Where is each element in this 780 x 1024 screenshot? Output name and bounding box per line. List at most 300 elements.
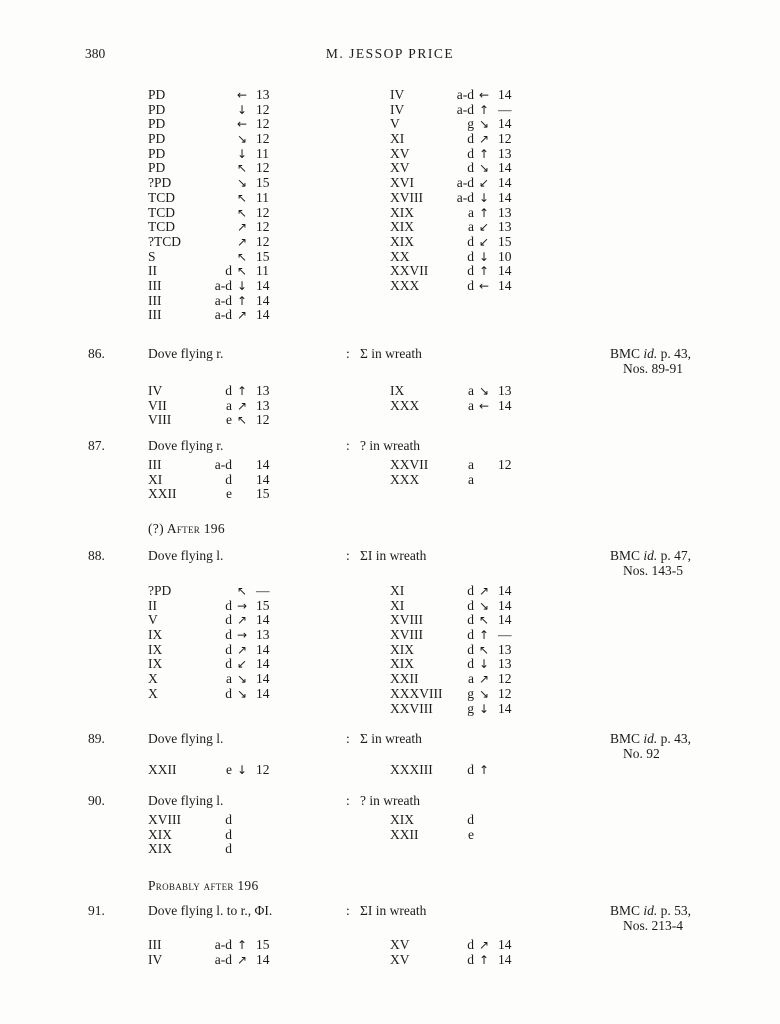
die-row xyxy=(148,628,298,643)
die-number: 15 xyxy=(256,486,270,502)
ref-italic: id. xyxy=(643,346,658,361)
die-arrow-icon: → xyxy=(236,598,248,613)
die-row xyxy=(390,103,540,118)
die-arrow-icon: ↘ xyxy=(478,117,490,132)
die-row xyxy=(148,176,298,191)
die-arrow-icon: ↑ xyxy=(478,952,490,967)
die-row xyxy=(148,584,298,599)
running-head: M. JESSOP PRICE xyxy=(325,46,455,61)
die-arrow-icon: ↘ xyxy=(236,686,248,701)
die-list-left xyxy=(148,938,298,967)
entry-number: 87. xyxy=(88,438,105,453)
die-number: 14 xyxy=(498,597,512,613)
die-list-right xyxy=(390,384,540,413)
die-row xyxy=(390,161,540,176)
die-numeral: TCD xyxy=(148,189,175,205)
die-arrow-icon xyxy=(232,458,252,473)
die-numeral: II xyxy=(148,263,157,279)
die-row xyxy=(148,147,298,162)
die-row xyxy=(390,813,540,828)
die-arrow-icon: ↗ xyxy=(236,308,248,323)
die-number: 12 xyxy=(256,160,270,176)
die-number: 12 xyxy=(256,762,270,777)
die-number: 14 xyxy=(256,612,270,628)
die-arrow-icon: ↖ xyxy=(478,642,490,657)
die-list-right xyxy=(390,813,540,842)
die-number xyxy=(494,828,520,843)
die-number xyxy=(494,473,520,488)
die-row xyxy=(148,250,298,265)
die-letters: d xyxy=(467,937,474,952)
die-arrow-icon xyxy=(474,473,494,488)
die-arrow-icon: ↑ xyxy=(478,264,490,279)
obverse-description: Dove flying l. xyxy=(148,731,224,746)
die-arrow-icon: ↓ xyxy=(478,701,490,716)
die-arrow-icon: ↖ xyxy=(236,249,248,264)
die-row xyxy=(148,103,298,118)
die-arrow-icon xyxy=(474,813,494,828)
die-number: — xyxy=(498,627,512,643)
die-numeral: XIX xyxy=(148,841,172,857)
die-arrow-icon: ↙ xyxy=(478,234,490,249)
die-arrow-icon: ↑ xyxy=(236,293,248,308)
die-numeral: TCD xyxy=(148,204,175,220)
die-number: 14 xyxy=(256,292,270,308)
die-number: 12 xyxy=(498,457,512,472)
entry-number: 91. xyxy=(88,903,105,918)
die-number xyxy=(252,813,278,828)
reverse-description: ? in wreath xyxy=(360,438,420,453)
die-letters: d xyxy=(225,597,232,613)
die-number xyxy=(252,828,278,843)
die-row xyxy=(390,384,540,399)
entry-89-head xyxy=(0,731,780,761)
die-letters: d xyxy=(467,627,474,643)
die-letters: a-d xyxy=(456,87,474,102)
obverse-description: Dove flying l. xyxy=(148,548,224,563)
die-letters: d xyxy=(225,263,232,279)
die-row xyxy=(390,191,540,206)
die-number: 14 xyxy=(498,116,512,132)
die-row xyxy=(148,161,298,176)
die-letters: d xyxy=(225,685,232,701)
die-letters: d xyxy=(225,627,232,643)
die-row xyxy=(148,191,298,206)
die-row xyxy=(148,842,298,857)
die-numeral: XI xyxy=(390,131,405,147)
die-number: 14 xyxy=(256,685,270,701)
die-row xyxy=(148,399,298,414)
die-numeral: VII xyxy=(148,397,167,413)
die-row xyxy=(148,132,298,147)
die-row xyxy=(390,458,540,473)
die-numeral: IV xyxy=(148,383,163,398)
die-number xyxy=(252,842,278,857)
die-numeral: XXII xyxy=(390,671,419,687)
die-numeral: XIX xyxy=(148,826,172,842)
die-row xyxy=(148,235,298,250)
die-number: 13 xyxy=(498,383,512,398)
die-row xyxy=(148,264,298,279)
die-arrow-icon: ← xyxy=(236,117,248,132)
die-list-left xyxy=(148,384,298,428)
obverse-description: Dove flying l. xyxy=(148,793,224,808)
reverse-description: ΣΙ in wreath xyxy=(360,903,427,918)
die-number: 12 xyxy=(498,131,512,147)
die-arrow-icon: ↘ xyxy=(236,176,248,191)
die-letters: a-d xyxy=(214,937,232,952)
die-letters: a xyxy=(468,671,474,687)
die-list-left xyxy=(148,88,298,323)
entry-number: 89. xyxy=(88,731,105,746)
die-numeral: ?PD xyxy=(148,175,172,191)
die-list-left xyxy=(148,584,298,702)
die-letters xyxy=(210,103,232,118)
die-numeral: III xyxy=(148,277,162,293)
die-numeral: XXII xyxy=(148,762,177,777)
die-row xyxy=(148,643,298,658)
die-row xyxy=(148,279,298,294)
die-arrow-icon: ← xyxy=(236,88,248,102)
die-list-left xyxy=(148,458,298,502)
die-letters xyxy=(210,206,232,221)
bmc-reference xyxy=(610,548,691,578)
die-letters: d xyxy=(467,583,474,598)
die-row xyxy=(390,953,540,968)
die-row xyxy=(148,599,298,614)
die-arrow-icon xyxy=(232,842,252,857)
die-row xyxy=(390,132,540,147)
die-numeral: PD xyxy=(148,131,166,147)
die-arrow-icon: ↗ xyxy=(478,584,490,598)
die-letters: d xyxy=(467,641,474,657)
die-letters xyxy=(210,176,232,191)
die-numeral: XXVII xyxy=(390,457,429,472)
die-row xyxy=(390,147,540,162)
die-letters: g xyxy=(467,116,474,132)
ref-line2: Nos. 143-5 xyxy=(623,563,683,578)
die-row xyxy=(148,487,298,502)
die-row xyxy=(148,953,298,968)
die-arrow-icon: ↓ xyxy=(236,146,248,161)
die-letters xyxy=(210,117,232,132)
die-row xyxy=(148,763,298,778)
die-numeral: XIX xyxy=(390,233,414,249)
die-numeral: XIX xyxy=(390,641,414,657)
die-letters: a xyxy=(468,204,474,220)
die-number: 14 xyxy=(256,641,270,657)
die-letters: d xyxy=(225,471,232,487)
die-row xyxy=(390,235,540,250)
die-number: 12 xyxy=(256,233,270,249)
die-arrow-icon: ↗ xyxy=(478,938,490,952)
die-letters: d xyxy=(467,233,474,249)
die-letters: a-d xyxy=(214,951,232,967)
obverse-description: Dove flying r. xyxy=(148,438,224,453)
die-row xyxy=(148,308,298,323)
die-arrow-icon: ↘ xyxy=(478,161,490,176)
bmc-reference xyxy=(610,731,691,761)
die-arrow-icon: ↘ xyxy=(478,598,490,613)
die-numeral: XXX xyxy=(390,277,420,293)
ref-line1: BMC id. p. 53, xyxy=(610,903,692,918)
die-row xyxy=(390,584,540,599)
die-numeral: IX xyxy=(390,383,405,398)
ref-italic: id. xyxy=(643,731,658,746)
die-number: 13 xyxy=(498,219,512,235)
die-numeral: II xyxy=(148,597,157,613)
die-arrow-icon: ↑ xyxy=(236,938,248,952)
die-arrow-icon: ↙ xyxy=(478,176,490,191)
die-numeral: XXXIII xyxy=(390,762,433,777)
obverse-description: Dove flying l. to r., ΦΙ. xyxy=(148,903,273,918)
die-number: 14 xyxy=(498,612,512,628)
die-numeral: ?TCD xyxy=(148,233,181,249)
die-number: 12 xyxy=(256,219,270,235)
die-letters xyxy=(210,147,232,162)
die-letters xyxy=(210,250,232,265)
die-arrow-icon xyxy=(232,828,252,843)
die-arrow-icon: ↖ xyxy=(236,413,248,428)
die-row xyxy=(148,384,298,399)
die-letters: d xyxy=(467,951,474,967)
die-number: 12 xyxy=(256,204,270,220)
die-number: 10 xyxy=(498,248,512,264)
die-numeral: XXXVIII xyxy=(390,685,443,701)
die-number: 14 xyxy=(498,263,512,279)
die-numeral: IX xyxy=(148,656,163,672)
die-letters: a xyxy=(468,219,474,235)
die-row xyxy=(390,117,540,132)
die-letters: d xyxy=(225,383,232,398)
die-arrow-icon xyxy=(232,487,252,502)
die-letters: e xyxy=(226,762,232,777)
die-numeral: PD xyxy=(148,160,166,176)
die-arrow-icon: ↑ xyxy=(478,146,490,161)
die-letters: d xyxy=(467,263,474,279)
die-row xyxy=(148,458,298,473)
die-letters xyxy=(210,161,232,176)
die-row xyxy=(148,828,298,843)
die-number: 14 xyxy=(498,277,512,293)
die-letters: e xyxy=(468,826,474,842)
die-letters: a xyxy=(468,383,474,398)
die-letters: d xyxy=(467,597,474,613)
die-number: 15 xyxy=(498,233,512,249)
reverse-description: Σ in wreath xyxy=(360,731,422,746)
die-row xyxy=(390,613,540,628)
die-row xyxy=(148,117,298,132)
die-numeral: XXII xyxy=(148,486,177,502)
bmc-reference xyxy=(610,346,691,376)
die-arrow-icon: ↓ xyxy=(478,249,490,264)
die-numeral: IV xyxy=(390,101,405,117)
die-letters: d xyxy=(467,762,474,777)
die-row xyxy=(148,938,298,953)
die-row xyxy=(390,206,540,221)
entry-86-head xyxy=(0,346,780,376)
die-row xyxy=(148,657,298,672)
die-row xyxy=(390,828,540,843)
die-number: 15 xyxy=(256,175,270,191)
die-numeral: XV xyxy=(390,160,410,176)
ref-line2: No. 92 xyxy=(623,746,660,761)
die-number: — xyxy=(498,101,512,117)
die-row xyxy=(390,643,540,658)
die-numeral: XI xyxy=(390,583,405,598)
die-numeral: S xyxy=(148,248,156,264)
die-number: 14 xyxy=(256,277,270,293)
die-letters: d xyxy=(467,656,474,672)
die-letters: a xyxy=(468,397,474,413)
die-number: 14 xyxy=(498,175,512,191)
die-letters: g xyxy=(467,685,474,701)
die-number: 15 xyxy=(256,597,270,613)
die-letters: a-d xyxy=(214,292,232,308)
die-arrow-icon: ↓ xyxy=(236,763,248,777)
die-row xyxy=(390,88,540,103)
die-arrow-icon: ↗ xyxy=(236,613,248,628)
entry-number: 90. xyxy=(88,793,105,808)
ref-line1: BMC id. p. 43, xyxy=(610,731,692,746)
die-row xyxy=(390,599,540,614)
die-arrow-icon: ↑ xyxy=(478,628,490,643)
ref-line1: BMC id. p. 43, xyxy=(610,346,692,361)
die-numeral: XIX xyxy=(390,204,414,220)
die-numeral: VIII xyxy=(148,412,172,428)
die-number: — xyxy=(256,583,270,598)
die-numeral: PD xyxy=(148,145,166,161)
die-arrow-icon: ↗ xyxy=(236,398,248,413)
die-row xyxy=(148,613,298,628)
die-number: 13 xyxy=(498,204,512,220)
die-arrow-icon: ↑ xyxy=(236,384,248,398)
die-letters: d xyxy=(467,812,474,827)
die-number: 15 xyxy=(256,248,270,264)
die-letters: a-d xyxy=(214,277,232,293)
die-letters: d xyxy=(467,145,474,161)
die-letters: a-d xyxy=(456,189,474,205)
die-letters: e xyxy=(226,412,232,428)
die-letters xyxy=(210,584,232,599)
die-numeral: XV xyxy=(390,951,410,967)
obverse-reverse-separator: : xyxy=(346,731,350,746)
die-numeral: IX xyxy=(148,627,163,643)
die-numeral: IV xyxy=(390,87,405,102)
die-arrow-icon: ↓ xyxy=(236,278,248,293)
ref-line2: Nos. 213-4 xyxy=(623,918,683,933)
die-arrow-icon: ↗ xyxy=(236,220,248,235)
die-arrow-icon: ↗ xyxy=(478,132,490,147)
die-row xyxy=(390,220,540,235)
die-letters xyxy=(210,235,232,250)
die-number: 14 xyxy=(256,656,270,672)
die-numeral: XXX xyxy=(390,471,420,487)
die-letters: a-d xyxy=(456,175,474,191)
die-row xyxy=(390,264,540,279)
die-numeral: XI xyxy=(148,471,163,487)
die-number: 14 xyxy=(256,471,270,487)
ref-line1: BMC id. p. 47, xyxy=(610,548,692,563)
die-arrow-icon: ↓ xyxy=(478,657,490,672)
die-number: 14 xyxy=(256,671,270,687)
die-row xyxy=(148,88,298,103)
die-arrow-icon: ↖ xyxy=(236,161,248,176)
die-arrow-icon: ↖ xyxy=(236,205,248,220)
die-number: 12 xyxy=(256,131,270,147)
ref-line2: Nos. 89-91 xyxy=(623,361,683,376)
die-letters: d xyxy=(467,160,474,176)
die-list-right xyxy=(390,458,540,487)
die-letters: d xyxy=(225,612,232,628)
die-letters: d xyxy=(225,826,232,842)
die-row xyxy=(390,687,540,702)
die-row xyxy=(390,657,540,672)
die-number: 12 xyxy=(256,412,270,428)
die-list-right xyxy=(390,763,540,778)
die-arrow-icon: ↗ xyxy=(478,672,490,687)
die-number: 11 xyxy=(256,263,269,279)
entry-90-head xyxy=(0,793,780,809)
die-number: 13 xyxy=(498,145,512,161)
die-arrow-icon xyxy=(474,828,494,843)
obverse-reverse-separator: : xyxy=(346,793,350,808)
die-letters: a xyxy=(468,471,474,487)
die-arrow-icon: ↘ xyxy=(236,132,248,147)
die-arrow-icon: ↑ xyxy=(478,102,490,117)
die-numeral: XXII xyxy=(390,826,419,842)
die-arrow-icon: ↗ xyxy=(236,234,248,249)
reverse-description: ΣΙ in wreath xyxy=(360,548,427,563)
die-arrow-icon: ↖ xyxy=(236,584,248,598)
die-row xyxy=(148,206,298,221)
die-arrow-icon: ↘ xyxy=(478,686,490,701)
die-row xyxy=(148,687,298,702)
die-number: 14 xyxy=(498,937,512,952)
die-number: 14 xyxy=(498,397,512,413)
die-number: 13 xyxy=(498,656,512,672)
die-arrow-icon: ← xyxy=(478,278,490,293)
die-numeral: XVIII xyxy=(390,189,423,205)
die-numeral: XVIII xyxy=(148,812,181,827)
die-numeral: XIX xyxy=(390,812,414,827)
die-row xyxy=(148,473,298,488)
die-arrow-icon xyxy=(232,813,252,828)
die-row xyxy=(148,813,298,828)
die-number: 14 xyxy=(256,457,270,472)
die-numeral: XXX xyxy=(390,397,420,413)
die-number: 14 xyxy=(498,189,512,205)
entry-91-head xyxy=(0,903,780,933)
die-number: 11 xyxy=(256,189,269,205)
die-numeral: XVIII xyxy=(390,627,423,643)
die-row xyxy=(390,938,540,953)
die-letters: d xyxy=(467,277,474,293)
die-list-right xyxy=(390,584,540,716)
die-list-left xyxy=(148,763,298,778)
die-row xyxy=(390,628,540,643)
die-row xyxy=(390,250,540,265)
die-arrow-icon: → xyxy=(236,628,248,643)
die-number: 11 xyxy=(256,145,269,161)
entry-88-head xyxy=(0,548,780,578)
die-number: 13 xyxy=(256,627,270,643)
die-numeral: PD xyxy=(148,116,166,132)
die-arrow-icon: ↘ xyxy=(478,384,490,398)
die-numeral: IX xyxy=(148,641,163,657)
ref-italic: id. xyxy=(643,548,658,563)
die-row xyxy=(148,672,298,687)
